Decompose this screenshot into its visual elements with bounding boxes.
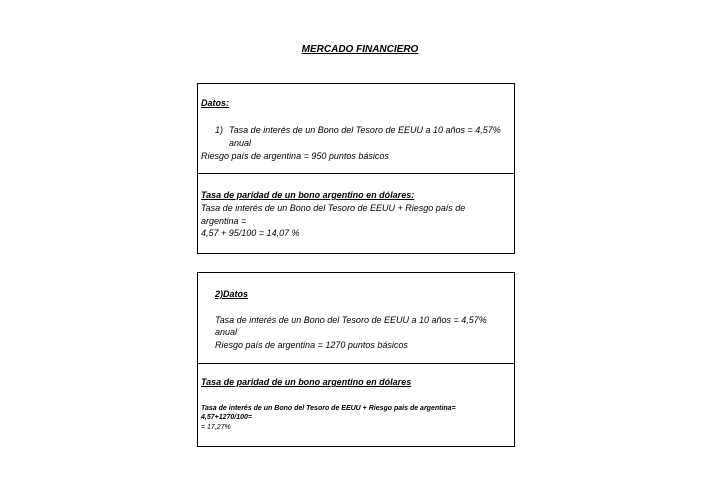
section-2-divider: [198, 363, 514, 364]
section-1-item-number: 1): [215, 125, 224, 135]
section-2-item-line-2: anual: [215, 327, 238, 337]
section-2-formula-result: = 17,27%: [201, 424, 231, 431]
section-1-formula-result: 4,57 + 95/100 = 14,07 %: [201, 228, 300, 238]
section-2-formula-line-1: Tasa de interés de un Bono del Tesoro de EEUU + Riesgo país de argentina=: [201, 405, 456, 412]
section-2-item-line-1: Tasa de interés de un Bono del Tesoro de EEUU a 10 años = 4,57%: [215, 315, 487, 325]
section-2-data-heading: 2)Datos: [215, 289, 249, 299]
section-2-formula-line-2: 4,57+1270/100=: [201, 414, 252, 421]
section-1-data-heading: Datos:: [201, 98, 230, 108]
section-1-item-line-2: anual: [229, 138, 252, 148]
section-1-result-heading: Tasa de paridad de un bono argentino en dólares:: [201, 190, 415, 200]
section-2-result-heading: Tasa de paridad de un bono argentino en dólares: [201, 377, 412, 387]
section-1-divider: [198, 173, 514, 174]
section-2-risk-line: Riesgo país de argentina = 1270 puntos básicos: [215, 340, 408, 350]
section-1-box: [197, 83, 515, 254]
section-1-item-line-1: Tasa de interés de un Bono del Tesoro de EEUU a 10 años = 4,57%: [229, 125, 501, 135]
section-2-box: [197, 272, 515, 447]
section-1-formula-line-1: Tasa de interés de un Bono del Tesoro de EEUU + Riesgo país de: [201, 203, 466, 213]
section-1-formula-line-2: argentina =: [201, 216, 247, 226]
section-1-risk-line: Riesgo país de argentina = 950 puntos básicos: [201, 151, 389, 161]
document-title: MERCADO FINANCIERO: [301, 44, 419, 55]
